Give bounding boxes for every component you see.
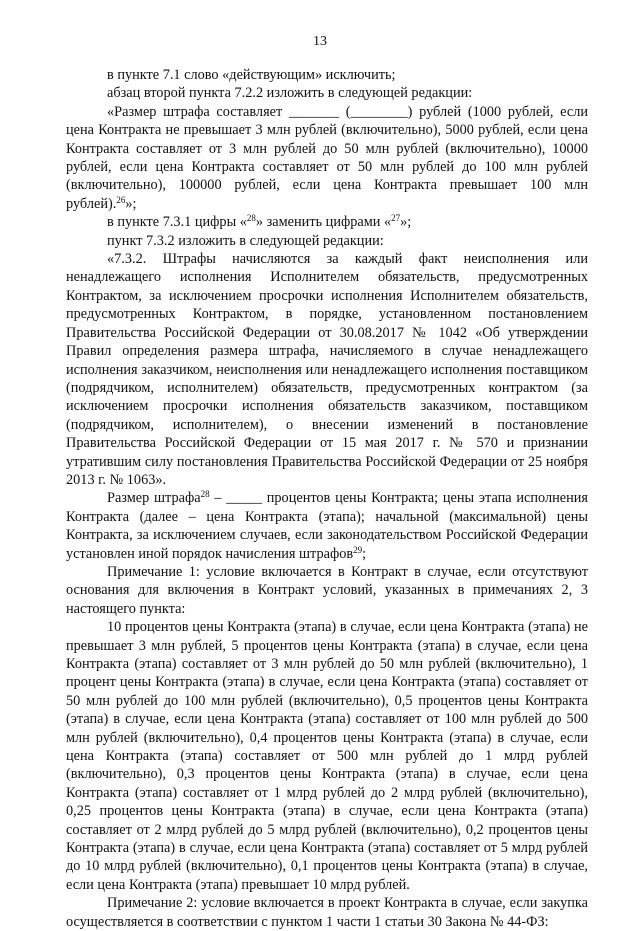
paragraph-note-2	[66, 894, 588, 931]
paragraph-percent-scale	[66, 618, 588, 894]
paragraph-amend-7-1	[66, 66, 588, 84]
paragraph-text: «Размер штрафа составляет _______ (________) рублей (1000 рублей, если цена Контракта не превышает 3 млн рублей (включительно), 5000 рублей, если цена Контракта составляет от 3 млн рублей до 50 млн рублей (включительно), 10000 рублей, если цена Контракта составляет от 50 млн рублей до 100 млн рублей (включительно), 100000 рублей, если цена Контракта превышает 100 млн рублей).	[66, 103, 588, 212]
paragraph-amend-7-3-2	[66, 232, 588, 250]
document-body	[66, 66, 588, 931]
paragraph-amend-7-2-2	[66, 84, 588, 102]
paragraph-text: в пункте 7.1 слово «действующим» исключить;	[107, 67, 396, 83]
footnote-ref[interactable]: 28	[200, 489, 210, 500]
footnote-ref[interactable]: 27	[391, 213, 401, 224]
paragraph-text: Примечание 2: условие включается в проект Контракта в случае, если закупка осуществляется в соответствии с пунктом 1 части 1 статьи 30 Закона № 44-ФЗ:	[66, 895, 588, 930]
footnote-ref[interactable]: 28	[246, 213, 256, 224]
paragraph-text-tail: »;	[400, 214, 412, 231]
paragraph-text: «7.3.2. Штрафы начисляются за каждый факт неисполнения или ненадлежащего исполнения Исполнителем обязательств, предусмотренных Контрактом, за исключением просрочки исполнения Исполнителем обязательств, предусмотренных Контрактом, в порядке, установленном постановлением Правительства Российской Федерации от 30.08.2017 № 1042 «Об утверждении Правил определения размера штрафа, начисляемого в случае ненадлежащего исполнения заказчиком, неисполнения или ненадлежащего исполнения поставщиком (подрядчиком, исполнителем) обязательств, предусмотренных контрактом (за исключением просрочки исполнения обязательств заказчиком, поставщиком (подрядчиком, исполнителем), о внесении изменений в постановление Правительства Российской Федерации от 15 мая 2017 г. № 570 и признании утратившим силу постановления Правительства Российской Федерации от 25 ноября 2013 г. № 1063».	[66, 251, 588, 488]
paragraph-text-middle: – _____ процентов цены Контракта; цены этапа исполнения Контракта (далее – цена Контракта (этапа); начальной (максимальной) цены Контракта, за исключением случаев, если законодательством Российской Федерации установлен иной порядок начисления штрафов	[66, 490, 588, 562]
paragraph-text-tail: ;	[362, 545, 367, 562]
paragraph-text: абзац второй пункта 7.2.2 изложить в следующей редакции:	[107, 85, 473, 102]
footnote-ref[interactable]: 29	[353, 544, 363, 555]
paragraph-text: Размер штрафа	[107, 490, 201, 507]
footnote-ref[interactable]: 26	[116, 194, 126, 205]
page-number: 13	[313, 34, 327, 49]
paragraph-fine-size	[66, 489, 588, 563]
paragraph-text: в пункте 7.3.1 цифры «	[107, 214, 247, 231]
paragraph-amend-7-3-1	[66, 213, 588, 231]
paragraph-text: пункт 7.3.2 изложить в следующей редакции:	[107, 232, 384, 249]
paragraph-note-1	[66, 563, 588, 618]
paragraph-fine-amount	[66, 103, 588, 213]
paragraph-text-middle: » заменить цифрами «	[255, 214, 392, 231]
paragraph-text: 10 процентов цены Контракта (этапа) в случае, если цена Контракта (этапа) не превышает 3 млн рублей, 5 процентов цены Контракта (этапа) в случае, если цена Контракта (этапа) составляет от 3 млн рублей до 50 млн рублей (включительно), 1 процент цены Контракта (этапа) в случае, если цена Контракта (этапа) составляет от 50 млн рублей до 100 млн рублей (включительно), 0,5 процентов цены Контракта (этапа) в случае, если цена Контракта (этапа) составляет от 100 млн рублей до 500 млн рублей (включительно), 0,4 процентов цены Контракта (этапа) в случае, если цена Контракта (этапа) составляет от 500 млн рублей до 1 млрд рублей (включительно), 0,3 процентов цены Контракта (этапа) в случае, если цена Контракта (этапа) составляет от 1 млрд рублей до 2 млрд рублей (включительно), 0,25 процентов цены Контракта (этапа) в случае, если цена Контракта (этапа) составляет от 2 млрд рублей до 5 млрд рублей (включительно), 0,2 процентов цены Контракта (этапа) в случае, если цена Контракта (этапа) составляет от 5 млрд рублей до 10 млрд рублей (включительно), 0,1 процентов цены Контракта (этапа) в случае, если цена Контракта (этапа) превышает 10 млрд рублей.	[66, 619, 588, 893]
paragraph-text-tail: »;	[125, 195, 137, 212]
paragraph-7-3-2-text	[66, 250, 588, 489]
paragraph-text: Примечание 1: условие включается в Контракт в случае, если отсутствуют основания для включения в Контракт условий, указанных в примечаниях 2, 3 настоящего пункта:	[66, 563, 588, 617]
